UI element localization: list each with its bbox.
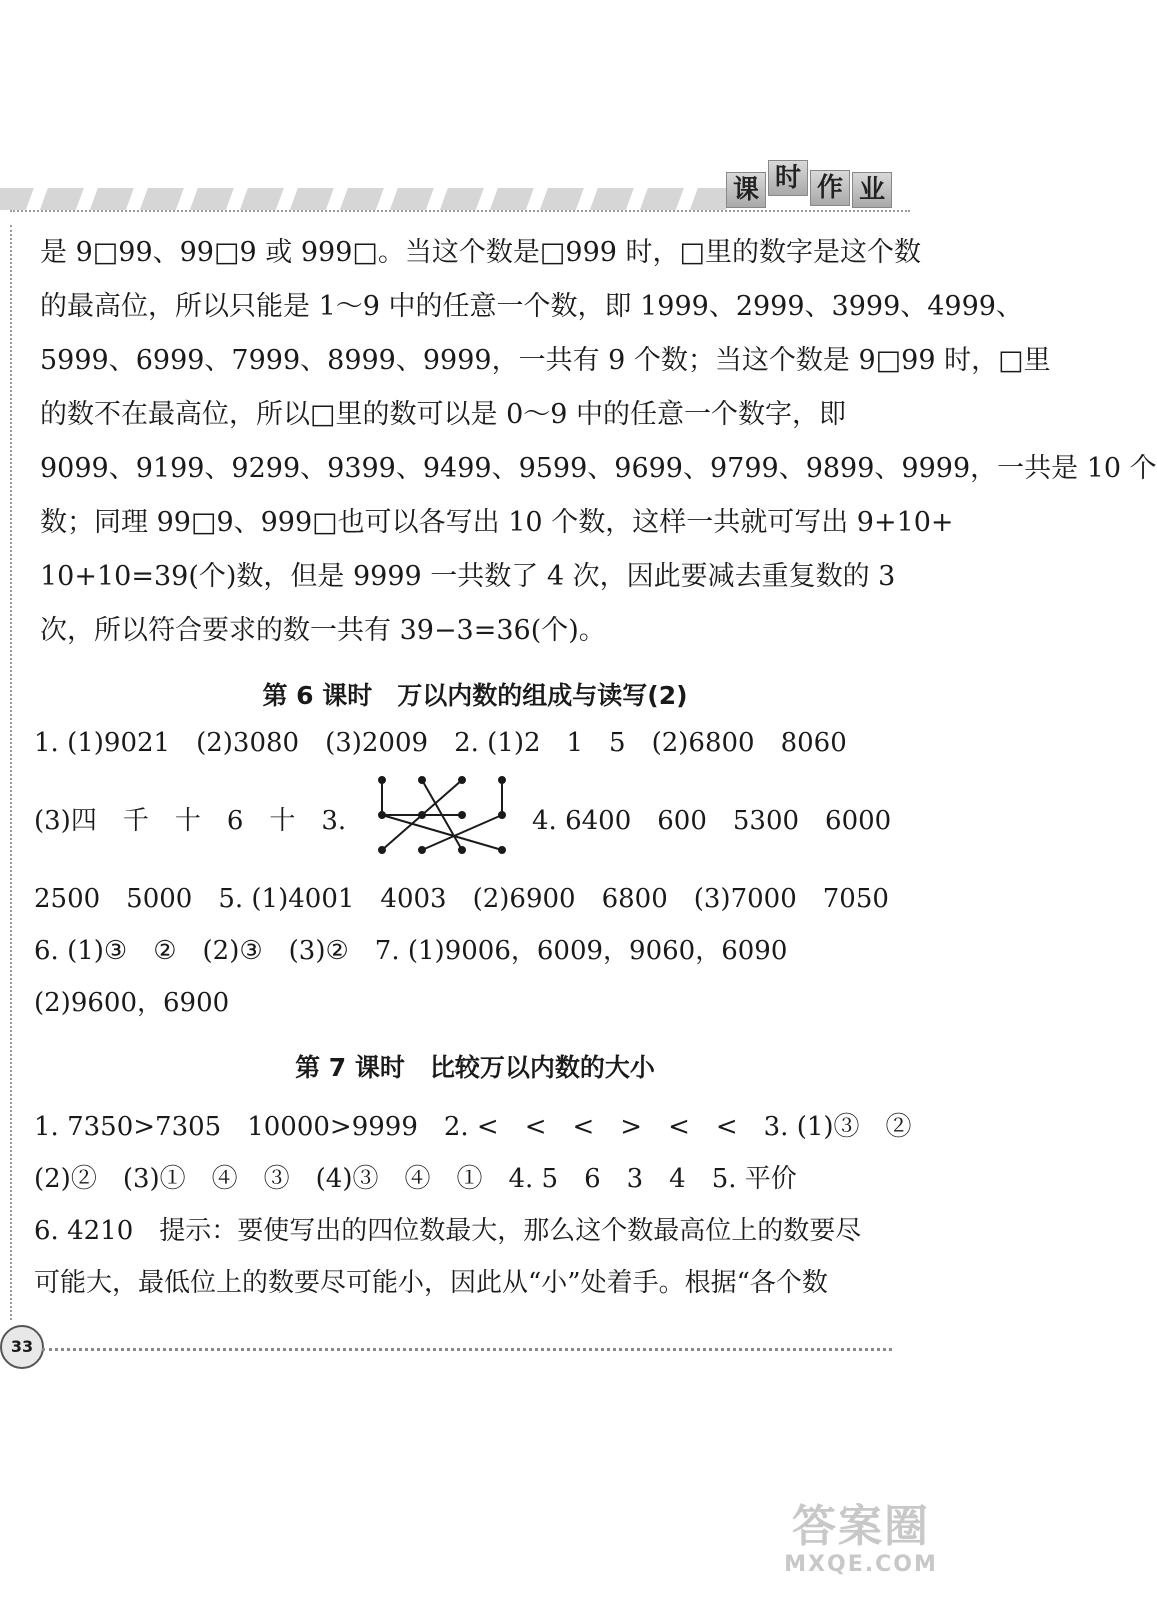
badge-char: 时 xyxy=(768,160,808,196)
text-line: 10+10=39(个)数，但是 9999 一共数了 4 次，因此要减去重复数的 3 xyxy=(40,561,896,592)
text-line: 5999、6999、7999、8999、9999，一共有 9 个数；当这个数是 9□99 时，□里 xyxy=(40,345,1051,376)
lesson-6-row-2-right: 4. 6400 600 5300 6000 xyxy=(532,806,892,836)
lesson-7-row-4: 可能大，最低位上的数要尽可能小，因此从“小”处着手。根据“各个数 xyxy=(34,1268,828,1298)
matching-diagram xyxy=(372,770,522,860)
watermark-logo-text: 答案圈 xyxy=(792,1501,930,1552)
lesson-7-row-1: 1. 7350>7305 10000>9999 2. < < < > < < 3. (1)③ ② xyxy=(34,1112,912,1142)
lesson-7-title: 第 7 课时 比较万以内数的大小 xyxy=(295,1053,655,1082)
left-dotted-rule xyxy=(10,225,12,1320)
footer-dotted-rule xyxy=(42,1348,892,1351)
lesson-6-row-4: 6. (1)③ ② (2)③ (3)② 7. (1)9006，6009，9060，6090 xyxy=(34,936,788,966)
text-line: 数；同理 99□9、999□也可以各写出 10 个数，这样一共就可写出 9+10+ xyxy=(40,507,954,538)
text-line: 的最高位，所以只能是 1～9 中的任意一个数，即 1999、2999、3999、4999、 xyxy=(40,291,1023,322)
badge-char: 业 xyxy=(852,172,892,208)
lesson-6-row-3: 2500 5000 5. (1)4001 4003 (2)6900 6800 (3)7000 7050 xyxy=(34,884,889,914)
header-dotted-rule xyxy=(10,210,910,214)
badge-char: 课 xyxy=(726,172,766,208)
badge-char: 作 xyxy=(810,170,850,206)
text-line: 的数不在最高位，所以□里的数可以是 0～9 中的任意一个数字，即 xyxy=(40,399,847,430)
text-line: 9099、9199、9299、9399、9499、9599、9699、9799、9899、9999，一共是 10 个 xyxy=(40,453,1157,484)
lesson-6-row-1: 1. (1)9021 (2)3080 (3)2009 2. (1)2 1 5 (2)6800 8060 xyxy=(34,728,847,758)
lesson-6-row-5: (2)9600，6900 xyxy=(34,988,230,1018)
lesson-7-row-3: 6. 4210 提示：要使写出的四位数最大，那么这个数最高位上的数要尽 xyxy=(34,1216,862,1246)
page-number: 33 xyxy=(0,1325,44,1369)
watermark-url: MXQE.COM xyxy=(784,1552,938,1577)
text-line: 次，所以符合要求的数一共有 39−3=36(个)。 xyxy=(40,615,606,646)
answer-text xyxy=(40,226,1157,728)
text-line: 是 9□99、99□9 或 999□。当这个数是□999 时，□里的数字是这个数 xyxy=(40,237,922,268)
lesson-6-title: 第 6 课时 万以内数的组成与读写(2) xyxy=(262,681,688,710)
lesson-7-row-2: (2)② (3)① ④ ③ (4)③ ④ ① 4. 5 6 3 4 5. 平价 xyxy=(34,1164,797,1194)
course-badge xyxy=(726,162,894,208)
lesson-6-row-2-left: (3)四 千 十 6 十 3. xyxy=(34,806,347,836)
watermark xyxy=(746,1490,976,1577)
